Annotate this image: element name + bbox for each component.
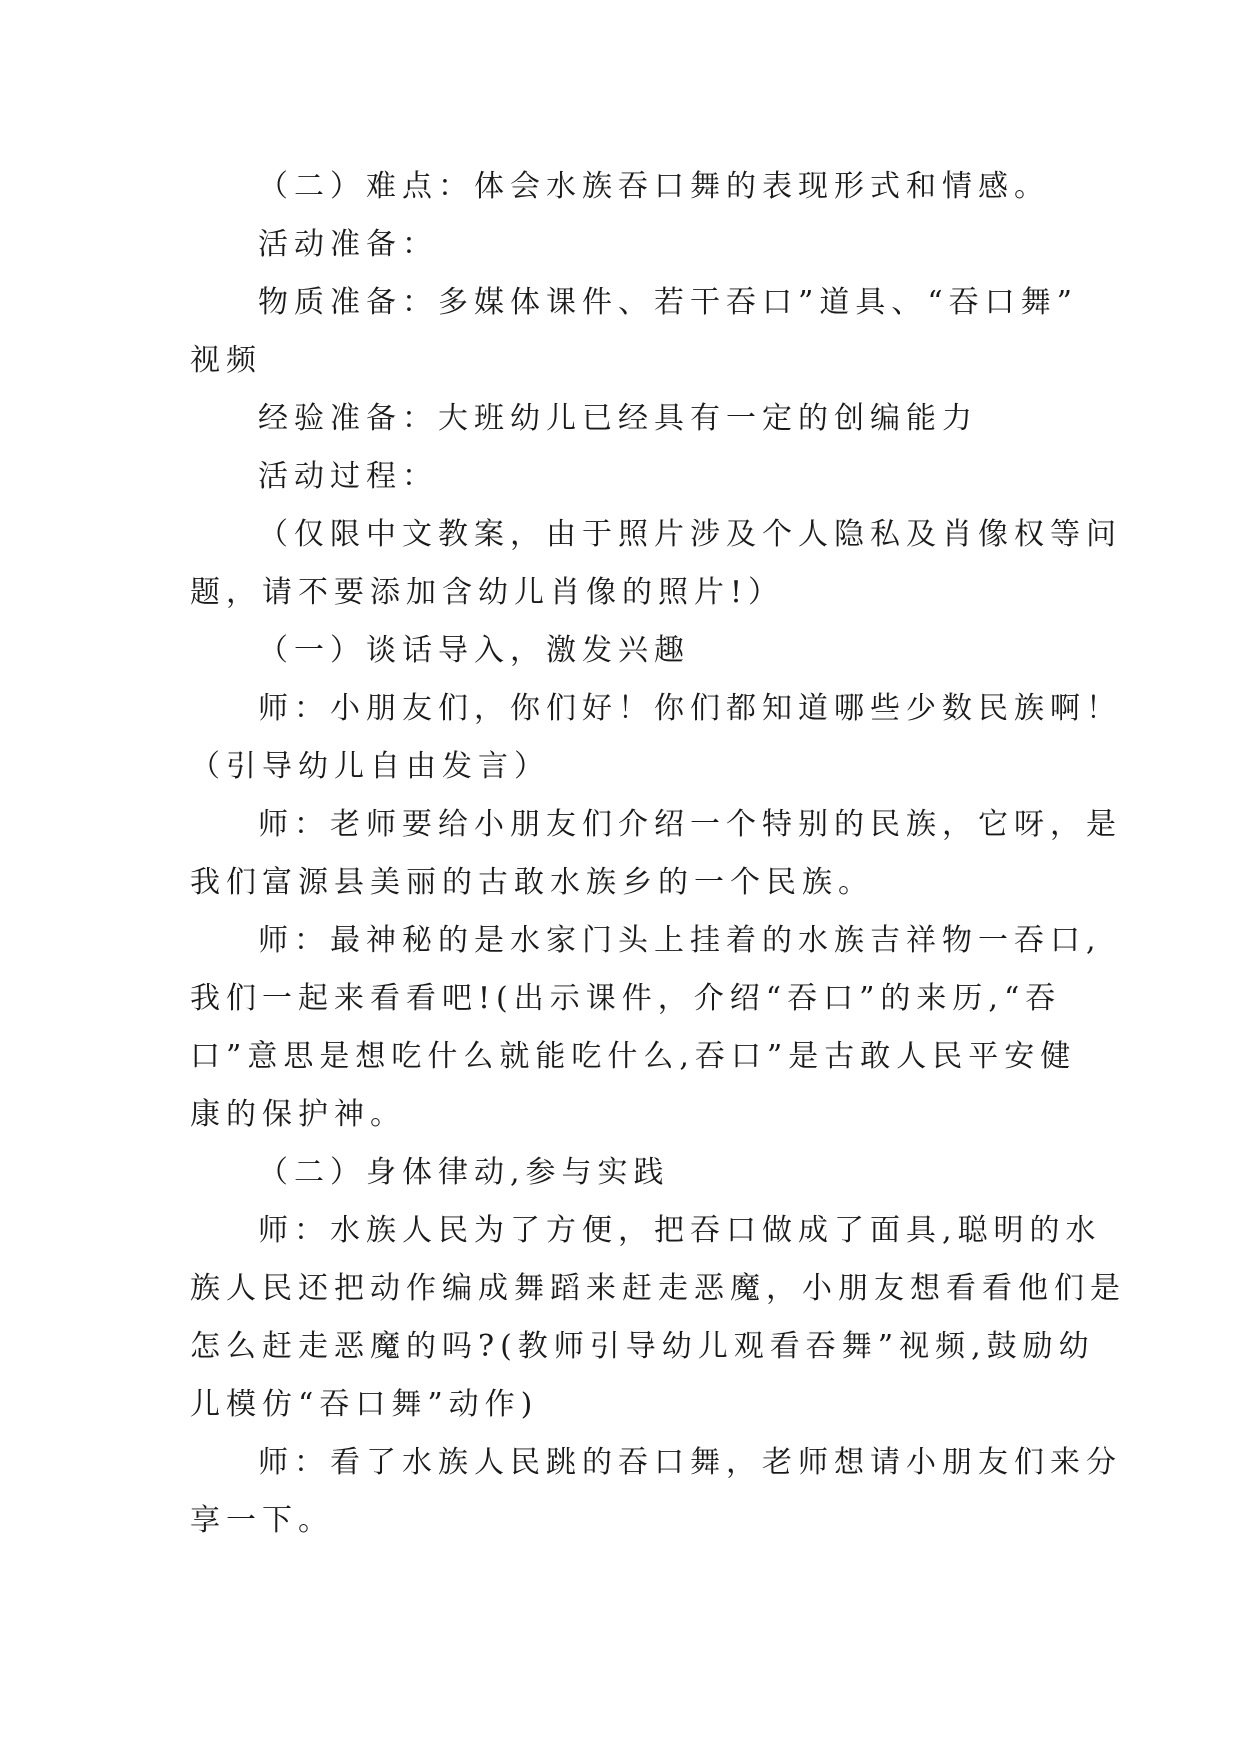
teacher-line-4-continued-c: 儿模仿“吞口舞”动作) <box>190 1387 539 1422</box>
teacher-line-3-continued-c: 康的保护神。 <box>190 1097 406 1132</box>
privacy-note-line: （仅限中文教案，由于照片涉及个人隐私及肖像权等问 <box>258 517 1122 552</box>
difficulty-heading: （二）难点：体会水族吞口舞的表现形式和情感。 <box>258 169 1050 204</box>
material-preparation-line-continued: 视频 <box>190 343 262 378</box>
section-two-heading: （二）身体律动,参与实践 <box>258 1155 670 1190</box>
teacher-line-3: 师：最神秘的是水家门头上挂着的水族吉祥物一吞口, <box>258 923 1102 958</box>
material-preparation-line: 物质准备：多媒体课件、若干吞口”道具、“吞口舞” <box>258 285 1079 320</box>
teacher-line-1-continued: （引导幼儿自由发言） <box>190 749 550 784</box>
teacher-line-3-continued-b: 口”意思是想吃什么就能吃什么,吞口”是古敢人民平安健 <box>190 1039 1077 1074</box>
teacher-line-4-continued-b: 怎么赶走恶魔的吗?(教师引导幼儿观看吞舞”视频,鼓励幼 <box>190 1329 1095 1364</box>
teacher-line-2-continued: 我们富源县美丽的古敢水族乡的一个民族。 <box>190 865 874 900</box>
teacher-line-4-continued-a: 族人民还把动作编成舞蹈来赶走恶魔，小朋友想看看他们是 <box>190 1271 1126 1306</box>
privacy-note-line-continued: 题，请不要添加含幼儿肖像的照片!） <box>190 575 785 610</box>
teacher-line-3-continued-a: 我们一起来看看吧!(出示课件，介绍“吞口”的来历,“吞 <box>190 981 1062 1016</box>
experience-preparation-line: 经验准备：大班幼儿已经具有一定的创编能力 <box>258 401 978 436</box>
teacher-line-1: 师：小朋友们，你们好！你们都知道哪些少数民族啊！ <box>258 691 1122 726</box>
section-one-heading: （一）谈话导入，激发兴趣 <box>258 633 690 668</box>
activity-process-heading: 活动过程： <box>258 459 438 494</box>
teacher-line-5: 师：看了水族人民跳的吞口舞，老师想请小朋友们来分 <box>258 1445 1122 1480</box>
teacher-line-2: 师：老师要给小朋友们介绍一个特别的民族，它呀，是 <box>258 807 1122 842</box>
teacher-line-5-continued: 享一下。 <box>190 1503 334 1538</box>
activity-preparation-heading: 活动准备： <box>258 227 438 262</box>
teacher-line-4: 师：水族人民为了方便，把吞口做成了面具,聪明的水 <box>258 1213 1102 1248</box>
